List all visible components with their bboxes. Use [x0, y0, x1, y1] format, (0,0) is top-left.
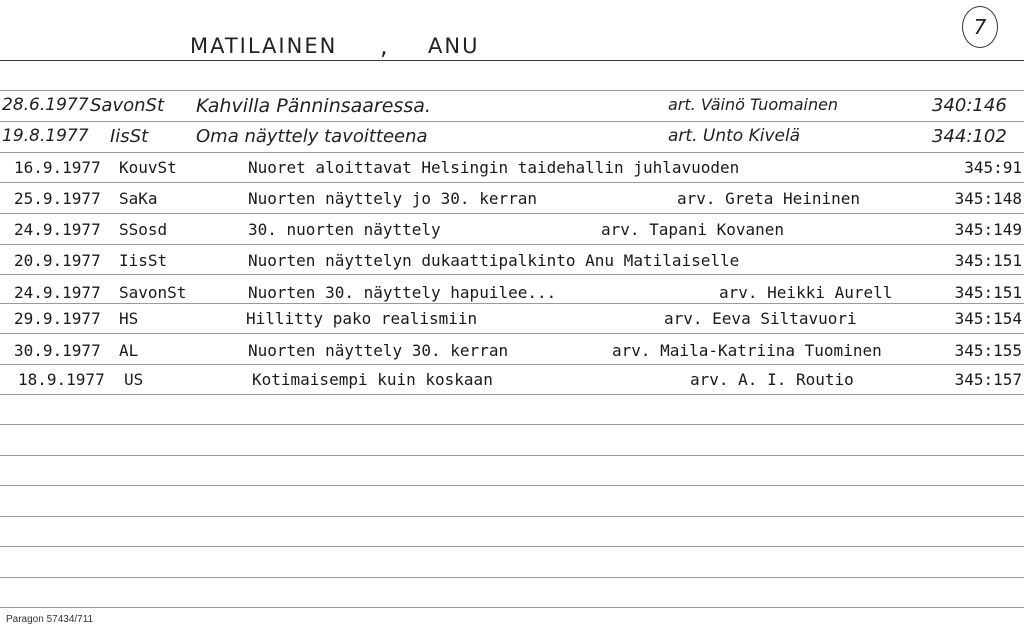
hw-entry-2-title: Oma näyttely tavoitteena: [196, 126, 428, 147]
entry-date: 16.9.1977: [14, 158, 101, 177]
hw-entry-2-paper: IisSt: [110, 126, 149, 147]
entry-paper: AL: [119, 341, 139, 360]
entry-reviewer: arv. Maila-Katriina Tuominen: [612, 341, 882, 360]
entry-paper: US: [124, 370, 144, 389]
entry-date: 30.9.1977: [14, 341, 101, 360]
entry-ref: 345:157: [954, 370, 1022, 389]
entry-ref: 345:151: [954, 283, 1022, 302]
entry-ref: 345:151: [954, 251, 1022, 270]
entry-title: Nuorten näyttely 30. kerran: [248, 341, 509, 360]
entry-title: Nuorten 30. näyttely hapuilee...: [248, 283, 557, 302]
card-first-name: ANU: [428, 34, 480, 58]
hw-entry-1-date: 28.6.1977: [2, 95, 89, 115]
entry-title: Kotimaisempi kuin koskaan: [252, 370, 493, 389]
ruled-line: [0, 485, 1024, 486]
entry-paper: SaKa: [119, 189, 158, 208]
entry-row: [0, 152, 1024, 182]
entry-reviewer: arv. Tapani Kovanen: [601, 220, 785, 239]
ruled-line: [0, 333, 1024, 334]
entry-reviewer: arv. Heikki Aurell: [719, 283, 893, 302]
printer-imprint: Paragon 57434/711: [6, 614, 94, 625]
entry-date: 24.9.1977: [14, 220, 101, 239]
entry-row: [0, 183, 1024, 213]
ruled-line: [0, 424, 1024, 425]
card-number-badge: [962, 6, 998, 48]
hw-entry-1-paper: SavonSt: [90, 95, 165, 116]
ruled-line: [0, 394, 1024, 395]
entry-date: 20.9.1977: [14, 251, 101, 270]
entry-ref: 345:148: [954, 189, 1022, 208]
ruled-line: [0, 455, 1024, 456]
entry-paper: SSosd: [119, 220, 168, 239]
card-name-separator: ,: [380, 32, 388, 60]
entry-ref: 345:155: [954, 341, 1022, 360]
entry-paper: IisSt: [119, 251, 168, 270]
entry-row: [0, 335, 1024, 365]
entry-title: 30. nuorten näyttely: [248, 220, 441, 239]
entry-ref: 345:154: [954, 309, 1022, 328]
card-number: 7: [973, 15, 987, 39]
entry-row: [0, 245, 1024, 275]
entry-title: Nuoret aloittavat Helsingin taidehallin juhlavuoden: [248, 158, 740, 177]
entry-reviewer: arv. Greta Heininen: [677, 189, 861, 208]
entry-row: [0, 364, 1024, 394]
entry-reviewer: arv. A. I. Routio: [690, 370, 854, 389]
entry-row: [0, 275, 1024, 305]
hw-entry-2-reviewer: art. Unto Kivelä: [668, 126, 801, 146]
entry-row: [0, 214, 1024, 244]
entry-date: 18.9.1977: [18, 370, 105, 389]
header-rule: [0, 60, 1024, 61]
ruled-line: [0, 121, 1024, 122]
entry-paper: KouvSt: [119, 158, 177, 177]
card-surname: MATILAINEN: [190, 34, 338, 58]
entry-date: 29.9.1977: [14, 309, 101, 328]
ruled-line: [0, 516, 1024, 517]
entry-ref: 345:149: [954, 220, 1022, 239]
entry-ref: 345:91: [964, 158, 1022, 177]
entry-title: Hillitty pako realismiin: [246, 309, 478, 328]
ruled-line: [0, 546, 1024, 547]
hw-entry-1-title: Kahvilla Pänninsaaressa.: [196, 95, 431, 117]
ruled-line: [0, 607, 1024, 608]
hw-entry-1-ref: 340:146: [932, 95, 1007, 116]
entry-date: 25.9.1977: [14, 189, 101, 208]
entry-title: Nuorten näyttely jo 30. kerran: [248, 189, 537, 208]
hw-entry-2-ref: 344:102: [932, 126, 1007, 147]
ruled-line: [0, 90, 1024, 91]
entry-title: Nuorten näyttelyn dukaattipalkinto Anu Matilaiselle: [248, 251, 740, 270]
hw-entry-2-date: 19.8.1977: [2, 126, 89, 146]
hw-entry-1-reviewer: art. Väinö Tuomainen: [668, 95, 839, 114]
entry-row: [0, 303, 1024, 333]
ruled-line: [0, 577, 1024, 578]
entry-paper: HS: [119, 309, 139, 328]
entry-paper: SavonSt: [119, 283, 187, 302]
entry-reviewer: arv. Eeva Siltavuori: [664, 309, 857, 328]
entry-date: 24.9.1977: [14, 283, 101, 302]
